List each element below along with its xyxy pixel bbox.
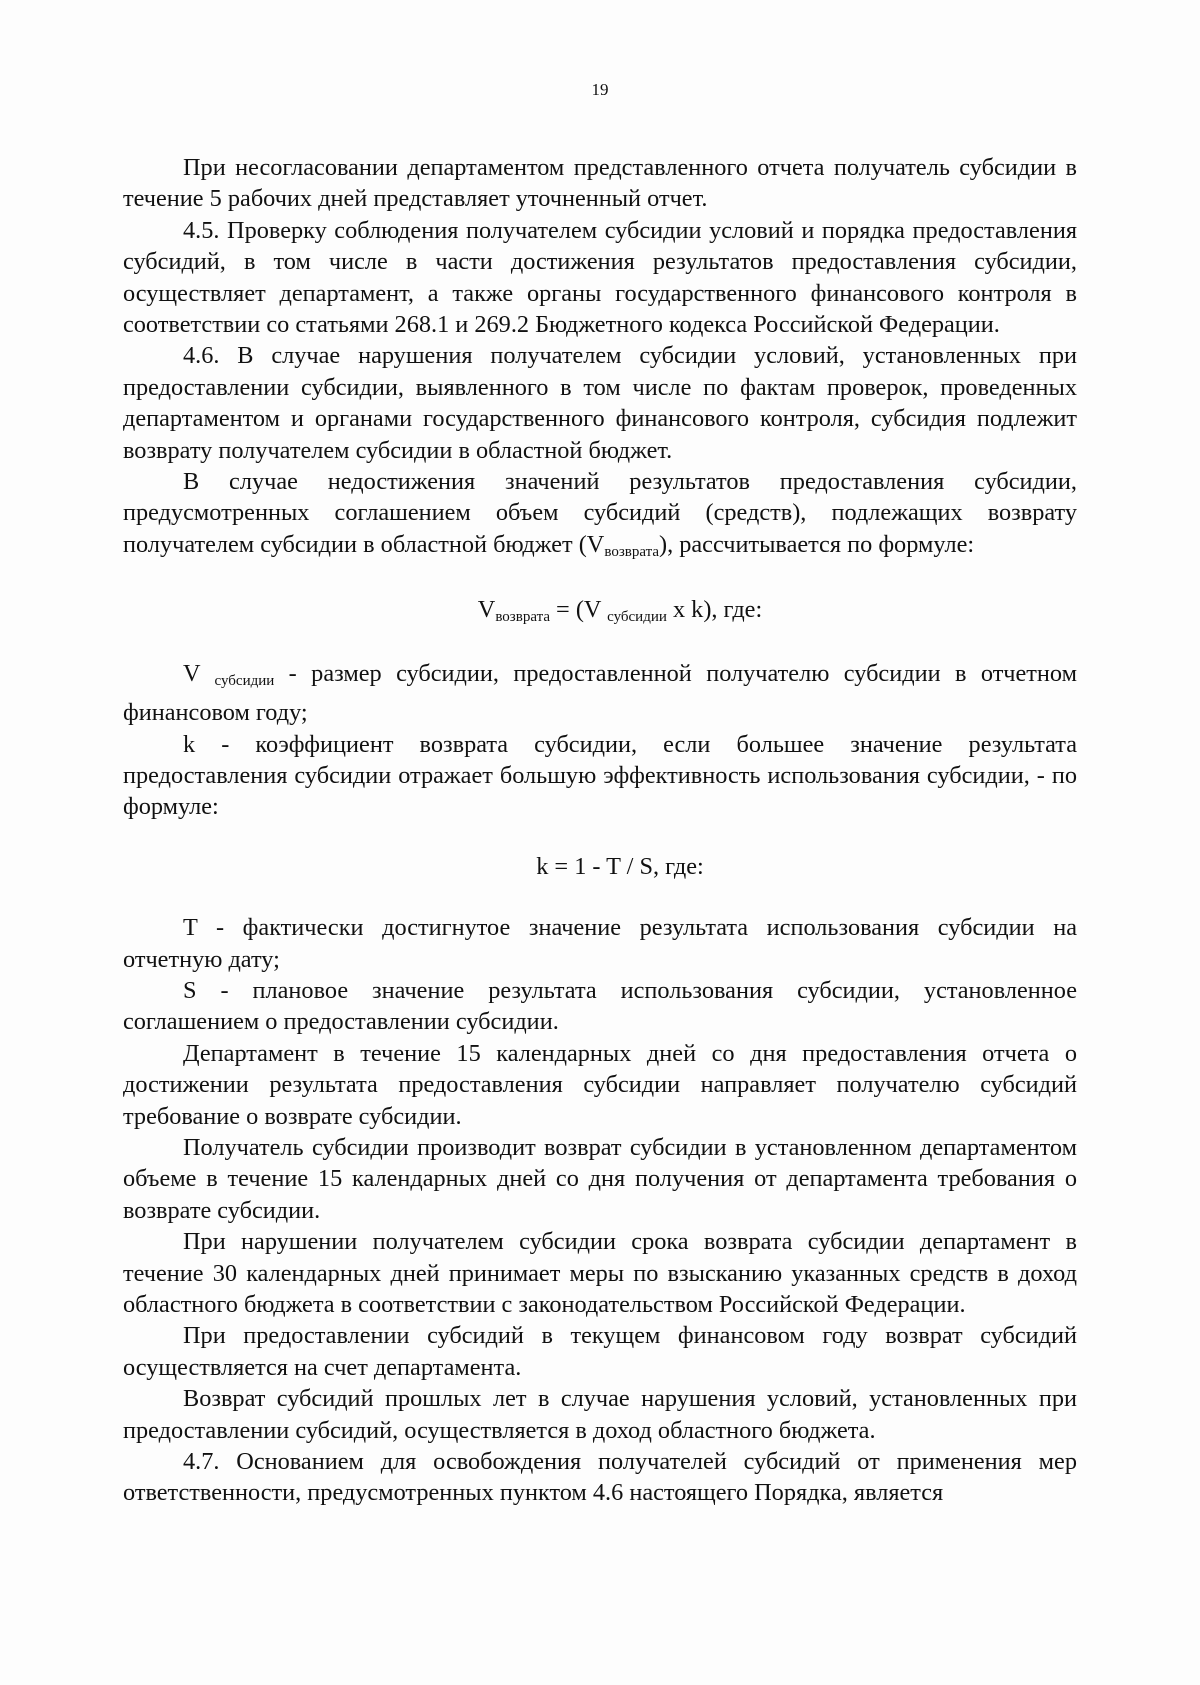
paragraph-4-6: 4.6. В случае нарушения получателем субсидии условий, установленных при предоставлении субсидии, выявленного в том числе по фактам проверок, проведенных департаментом и органами государственного финансового контроля, субсидия подлежит возврату получателем субсидии в областной бюджет. (123, 342, 1077, 464)
def-v-text: - размер субсидии, предоставленной получателю субсидии в отчетном финансовом году; (123, 659, 1077, 727)
paragraph-past-years-return: Возврат субсидий прошлых лет в случае нарушения условий, установленных при предоставлении субсидий, осуществляется в доход областного бюджета. (123, 1385, 1077, 1444)
paragraph-resubmission: При несогласовании департаментом представленного отчета получатель субсидии в течение 5 рабочих дней представляет уточненный отчет. (123, 154, 1077, 213)
paragraph-current-year-return: При предоставлении субсидий в текущем финансовом году возврат субсидий осуществляется на счет департамента. (123, 1322, 1077, 1381)
paragraph-4-7: 4.7. Основанием для освобождения получателей субсидий от применения мер ответственности, предусмотренных пунктом 4.6 настоящего Порядка, является (123, 1448, 1077, 1507)
paragraph-4-5: 4.5. Проверку соблюдения получателем субсидии условий и порядка предоставления субсидий, в том числе в части достижения результатов предоставления субсидии, осуществляет департамент, а также органы государственного финансового контроля в соответствии со статьями 268.1 и 269.2 Бюджетного кодекса Российской Федерации. (123, 216, 1077, 339)
paragraph-non-achievement (123, 466, 1077, 568)
subscript-vozvrata: возврата (604, 543, 659, 560)
non-achievement-text-end: ), рассчитывается по формуле: (659, 530, 975, 558)
non-achievement-text: В случае недостижения значений результатов предоставления субсидии, предусмотренных соглашением объем субсидий (средств), подлежащих возврату получателем субсидии в областной бюджет (V (123, 468, 1077, 558)
formula-k: k = 1 - T / S, где: (536, 852, 704, 880)
paragraph-return-violation: При нарушении получателем субсидии срока возврата субсидии департамент в течение 30 календарных дней принимает меры по взысканию указанных средств в доход областного бюджета в соответствии с законодательством Российской Федерации. (123, 1228, 1077, 1318)
definition-s: S - плановое значение результата использования субсидии, установленное соглашением о предоставлении субсидии. (123, 976, 1077, 1036)
formula-v: V (477, 596, 496, 624)
definition-v-subsidy (123, 658, 1077, 729)
def-v-sub: субсидии (214, 672, 275, 689)
definition-k: k - коэффициент возврата субсидии, если большее значение результата предоставления субсидии отражает большую эффективность использования субсидии, - по формуле: (123, 730, 1077, 821)
def-v-symbol: V (183, 659, 215, 687)
document-body (123, 152, 1077, 1509)
paragraph-department-demand: Департамент в течение 15 календарных дней со дня предоставления отчета о достижении результата предоставления субсидии направляет получателю субсидий требование о возврате субсидии. (123, 1039, 1077, 1130)
definition-t: T - фактически достигнутое значение результата использования субсидии на отчетную дату; (123, 914, 1077, 973)
formula-sub-vozvrata: возврата (495, 609, 550, 626)
formula-mid: = (V (549, 596, 608, 624)
formula-end: x k), где: (666, 596, 763, 624)
formula-return-volume (123, 594, 1077, 633)
formula-sub-subsidii: субсидии (607, 609, 667, 626)
paragraph-recipient-return: Получатель субсидии производит возврат субсидии в установленном департаментом объеме в течение 15 календарных дней со дня получения от департамента требования о возврате субсидии. (123, 1133, 1077, 1224)
page-number: 19 (591, 80, 609, 99)
